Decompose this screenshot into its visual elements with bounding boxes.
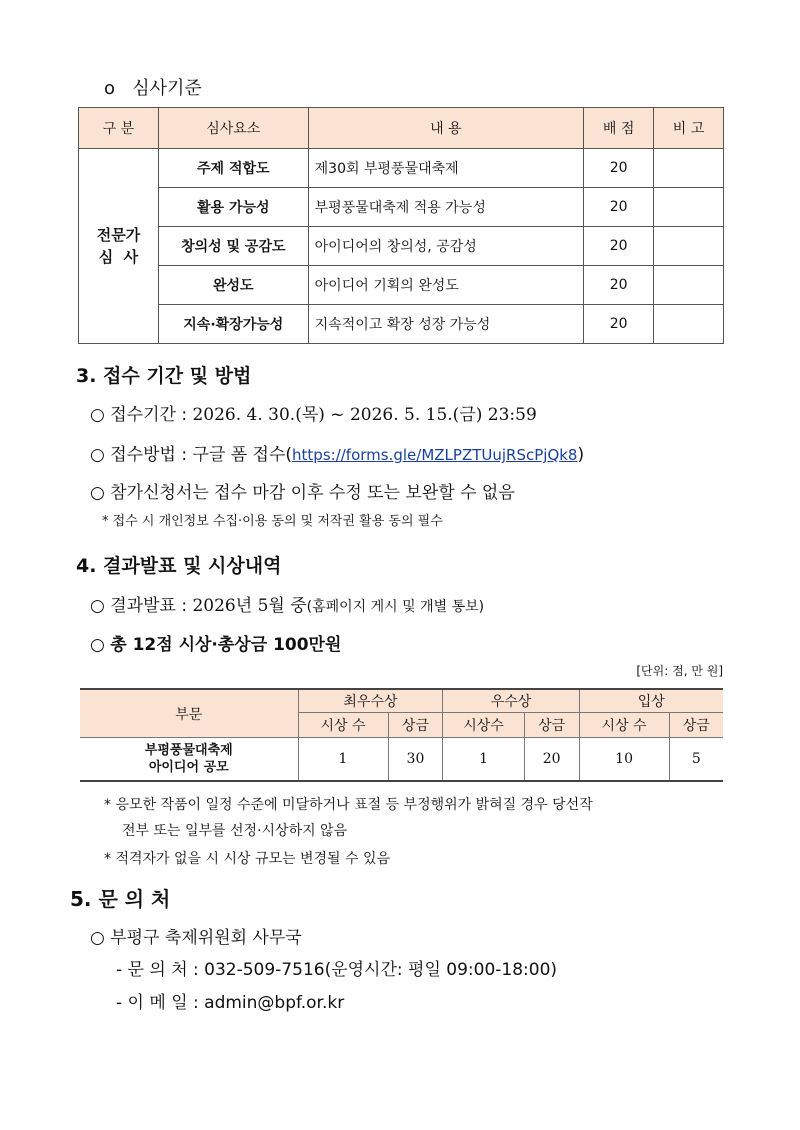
period-value: 2026. 4. 30.(목) ~ 2026. 5. 15.(금) 23:59	[192, 405, 537, 425]
criteria-factor: 지속·확장가능성	[158, 305, 308, 344]
table-row	[79, 188, 724, 227]
awards-header-row	[80, 689, 723, 713]
awards-note-1-line-2: 전부 또는 일부를 선정·시상하지 않음	[122, 823, 348, 839]
criteria-note	[654, 149, 724, 188]
criteria-score: 20	[584, 227, 654, 266]
criteria-score: 20	[584, 149, 654, 188]
criteria-note	[654, 227, 724, 266]
awards-row-label	[80, 738, 298, 782]
form-link[interactable]: https://forms.gle/MZLPZTUujRScPjQk8	[292, 446, 578, 464]
awards-subheader: 상금	[669, 713, 723, 738]
criteria-header-note: 비 고	[654, 108, 724, 149]
awards-header-grand: 최우수상	[298, 689, 443, 713]
awards-value: 10	[579, 738, 669, 782]
unit-label: [단위: 점, 만 원]	[636, 664, 723, 678]
criteria-header-row	[79, 108, 724, 149]
awards-value: 20	[524, 738, 579, 782]
criteria-note	[654, 305, 724, 344]
table-row	[79, 149, 724, 188]
awards-row-label-line-2: 아이디어 공모	[148, 760, 229, 775]
awards-header-category: 부문	[80, 689, 298, 738]
section4-title: 4. 결과발표 및 시상내역	[76, 555, 282, 577]
criteria-factor: 완성도	[158, 266, 308, 305]
table-row	[79, 227, 724, 266]
criteria-note	[654, 188, 724, 227]
notice-text: 참가신청서는 접수 마감 이후 수정 또는 보완할 수 없음	[110, 483, 515, 503]
awards-value: 1	[298, 738, 388, 782]
awards-header-excellence: 우수상	[443, 689, 579, 713]
criteria-header-category: 구 분	[79, 108, 159, 149]
group-label-line-1: 전문가	[96, 226, 141, 244]
awards-value: 30	[388, 738, 443, 782]
criteria-content: 아이디어 기획의 완성도	[308, 266, 584, 305]
criteria-note	[654, 266, 724, 305]
period-label: 접수기간 :	[110, 405, 193, 425]
awards-subheader: 시상 수	[579, 713, 669, 738]
criteria-score: 20	[584, 266, 654, 305]
section3-title: 3. 접수 기간 및 방법	[76, 365, 252, 387]
criteria-header-content: 내 용	[308, 108, 584, 149]
awards-summary: 총 12점 시상·총상금 100만원	[110, 635, 342, 655]
contact-org: 부평구 축제위원회 사무국	[110, 928, 302, 948]
criteria-bullet: o	[104, 78, 116, 99]
criteria-content: 아이디어의 창의성, 공감성	[308, 227, 584, 266]
criteria-title: 심사기준	[132, 78, 202, 99]
criteria-content: 부평풍물대축제 적용 가능성	[308, 188, 584, 227]
contact-org-line	[90, 923, 302, 948]
awards-note-1-line-1: * 응모한 작품이 일정 수준에 미달하거나 표절 등 부정행위가 밝혀질 경우 당선작	[104, 797, 593, 813]
criteria-factor: 창의성 및 공감도	[158, 227, 308, 266]
contact-email: - 이 메 일 : admin@bpf.or.kr	[116, 993, 345, 1013]
criteria-score: 20	[584, 305, 654, 344]
circle-bullet-icon: ○	[90, 445, 105, 465]
circle-bullet-icon: ○	[90, 483, 105, 503]
awards-note-2: * 적격자가 없을 시 시상 규모는 변경될 수 있음	[104, 851, 391, 867]
result-label: 결과발표 :	[110, 596, 193, 616]
table-row	[79, 266, 724, 305]
circle-bullet-icon: ○	[90, 596, 105, 616]
awards-value: 5	[669, 738, 723, 782]
criteria-factor: 주제 적합도	[158, 149, 308, 188]
result-line	[90, 591, 484, 616]
criteria-content: 제30회 부평풍물대축제	[308, 149, 584, 188]
circle-bullet-icon: ○	[90, 635, 105, 655]
awards-row-label-line-1: 부평풍물대축제	[144, 743, 233, 758]
awards-subheader: 시상수	[443, 713, 524, 738]
awards-subheader: 시상 수	[298, 713, 388, 738]
result-value: 2026년 5월 중	[192, 596, 307, 616]
period-line	[90, 400, 537, 425]
group-label-line-2: 심 사	[98, 248, 139, 266]
criteria-heading	[104, 74, 202, 100]
criteria-table	[78, 107, 724, 344]
criteria-header-score: 배 점	[584, 108, 654, 149]
section3-footnote: * 접수 시 개인정보 수집·이용 동의 및 저작권 활용 동의 필수	[102, 514, 443, 529]
table-row	[79, 305, 724, 344]
awards-header-honorable: 입상	[579, 689, 723, 713]
section5-title: 5. 문 의 처	[70, 887, 171, 911]
awards-summary-line	[90, 630, 341, 655]
criteria-group-label	[79, 149, 159, 344]
criteria-header-factor: 심사요소	[158, 108, 308, 149]
method-label: 접수방법 : 구글 폼 접수(	[110, 445, 293, 465]
result-note: (홈페이지 게시 및 개별 통보)	[306, 599, 485, 615]
criteria-factor: 활용 가능성	[158, 188, 308, 227]
awards-table	[80, 688, 723, 782]
awards-subheader: 상금	[524, 713, 579, 738]
awards-subheader: 상금	[388, 713, 443, 738]
table-row	[80, 738, 723, 782]
notice-line	[90, 478, 515, 503]
circle-bullet-icon: ○	[90, 928, 105, 948]
criteria-score: 20	[584, 188, 654, 227]
criteria-content: 지속적이고 확장 성장 가능성	[308, 305, 584, 344]
contact-phone: - 문 의 처 : 032-509-7516(운영시간: 평일 09:00-18:00)	[116, 960, 558, 980]
method-close: )	[577, 445, 585, 465]
awards-value: 1	[443, 738, 524, 782]
circle-bullet-icon: ○	[90, 405, 105, 425]
method-line	[90, 440, 584, 465]
